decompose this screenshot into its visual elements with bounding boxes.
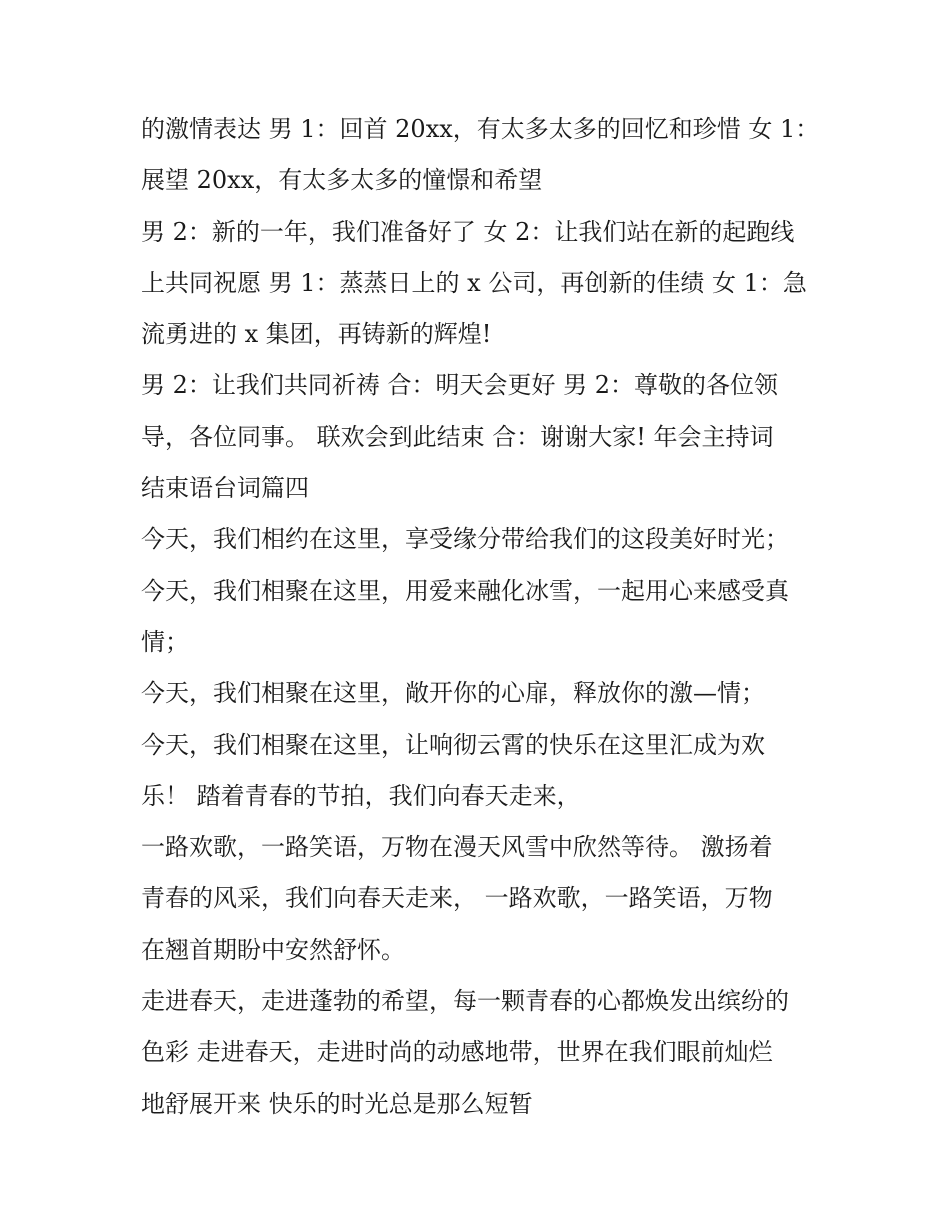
text-line: 走进春天，走进蓬勃的希望，每一颗青春的心都焕发出缤纷的 [141, 987, 789, 1016]
text-line: 今天，我们相约在这里，享受缘分带给我们的这段美好时光； [141, 525, 789, 554]
text-line: 上共同祝愿 男 1：蒸蒸日上的 x 公司，再创新的佳绩 女 1：急 [141, 268, 807, 297]
text-line: 情； [141, 627, 189, 656]
text-line: 乐！ 踏着青春的节拍，我们向春天走来， [141, 781, 581, 810]
text-line: 今天，我们相聚在这里，用爱来融化冰雪，一起用心来感受真 [141, 576, 789, 605]
text-line: 色彩 走进春天，走进时尚的动感地带，世界在我们眼前灿烂 [141, 1038, 773, 1067]
text-line: 一路欢歌，一路笑语，万物在漫天风雪中欣然等待。 激扬着 [141, 833, 773, 862]
text-line: 展望 20xx，有太多太多的憧憬和希望 [141, 166, 543, 195]
text-line: 的激情表达 男 1：回首 20xx，有太多太多的回忆和珍惜 女 1： [141, 115, 820, 143]
document-body [141, 104, 821, 1130]
text-line: 今天，我们相聚在这里，让响彻云霄的快乐在这里汇成为欢 [141, 730, 765, 759]
text-line: 在翘首期盼中安然舒怀。 [141, 935, 405, 964]
text-line: 地舒展开来 快乐的时光总是那么短暂 [141, 1089, 533, 1118]
text-line: 青春的风采，我们向春天走来， 一路欢歌，一路笑语，万物 [141, 884, 773, 913]
text-line: 今天，我们相聚在这里，敞开你的心扉，释放你的激—情； [141, 679, 765, 708]
text-line: 男 2：新的一年，我们准备好了 女 2：让我们站在新的起跑线 [141, 217, 795, 246]
text-line: 流勇进的 x 集团，再铸新的辉煌! [141, 320, 492, 349]
text-line: 男 2：让我们共同祈祷 合：明天会更好 男 2：尊敬的各位领 [141, 371, 779, 400]
text-line: 导，各位同事。 联欢会到此结束 合：谢谢大家! 年会主持词 [141, 422, 774, 451]
section-heading-line: 结束语台词篇四 [141, 474, 309, 503]
